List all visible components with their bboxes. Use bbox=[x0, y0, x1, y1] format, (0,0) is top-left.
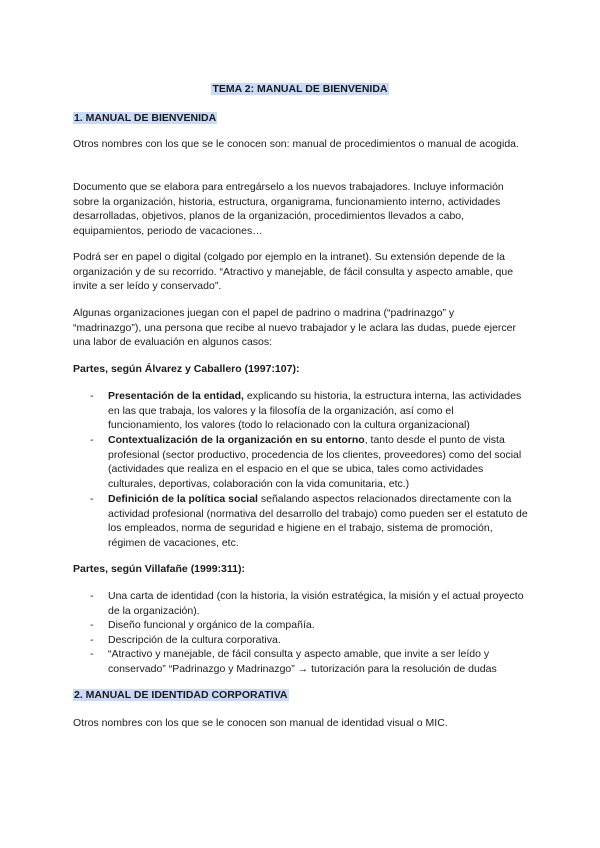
section-1-paragraph-1: Otros nombres con los que se le conocen son: manual de procedimientos o manual de acogida. bbox=[73, 138, 519, 150]
section-2-heading-text: 2. MANUAL DE IDENTIDAD CORPORATIVA bbox=[74, 689, 288, 701]
list-bullet: - bbox=[90, 434, 94, 446]
parts-2-heading: Partes, según Villafañe (1999:311): bbox=[73, 563, 245, 575]
list-bullet: - bbox=[90, 634, 94, 646]
list-bullet: - bbox=[90, 390, 94, 402]
list-bullet: - bbox=[90, 619, 94, 631]
list-item-text: explicando su historia, la estructura interna, las actividades en las que trabaja, los valores y la filosofía de la organización, así como el funcionamiento, los valores (todo lo relacionado con la cultura organizacional) bbox=[108, 390, 522, 432]
section-1-heading bbox=[73, 112, 217, 124]
list-bullet: - bbox=[90, 590, 94, 602]
section-1-heading-text: 1. MANUAL DE BIENVENIDA bbox=[74, 112, 217, 124]
list-item-bold: Presentación de la entidad, bbox=[108, 390, 244, 402]
document-title-text: TEMA 2: MANUAL DE BIENVENIDA bbox=[212, 83, 388, 95]
list-item bbox=[108, 389, 528, 433]
list-item: Diseño funcional y orgánico de la compañía. bbox=[108, 619, 315, 631]
list-item bbox=[108, 492, 528, 551]
list-item-text: , tanto desde el punto de vista profesional (sector productivo, procedencia de los clientes, proveedores) como del social (actividades que realiza en el espacio en el que se ubica, tales como actividades culturales, deportivas, colaboración con la vida comunitaria, etc.) bbox=[108, 434, 522, 491]
list-bullet: - bbox=[90, 648, 94, 660]
section-2-paragraph-1: Otros nombres con los que se le conocen son manual de identidad visual o MIC. bbox=[73, 717, 448, 729]
list-bullet: - bbox=[90, 493, 94, 505]
section-1-paragraph-4: Algunas organizaciones juegan con el papel de padrino o madrina (“padrinazgo” y “madrinazgo”), una persona que recibe al nuevo trabajador y le aclara las dudas, puede ejercer una labor de evaluación en algunos casos: bbox=[73, 307, 517, 349]
section-1-paragraph-2: Documento que se elabora para entregárselo a los nuevos trabajadores. Incluye información sobre la organización, historia, estructura, organigrama, funcionamiento interno, actividades desarrolladas, objetivos, planos de la organización, procedimientos llevados a cabo, equipamientos, periodo de vacaciones… bbox=[73, 181, 504, 238]
list-item-bold: Contextualización de la organización en su entorno bbox=[108, 434, 365, 446]
list-item-bold: Definición de la política social bbox=[108, 493, 258, 505]
parts-1-heading: Partes, según Álvarez y Caballero (1997:107): bbox=[73, 363, 300, 375]
document-title bbox=[0, 83, 600, 95]
list-item: Una carta de identidad (con la historia, la visión estratégica, la misión y el actual proyecto de la organización). bbox=[108, 590, 524, 617]
list-item bbox=[108, 433, 528, 492]
section-2-heading bbox=[73, 689, 289, 701]
list-item: Descripción de la cultura corporativa. bbox=[108, 634, 281, 646]
list-item-text: señalando aspectos relacionados directamente con la actividad profesional (normativa del desarrollo del trabajo) como pueden ser el estatuto de los empleados, norma de seguridad e higiene en el trabajo, sistema de promoción, régimen de vacaciones, etc. bbox=[108, 493, 528, 550]
list-item: “Atractivo y manejable, de fácil consulta y aspecto amable, que invite a ser leído y conservado” “Padrinazgo y Madrinazgo” → tutorización para la resolución de dudas bbox=[108, 648, 497, 675]
section-1-paragraph-3: Podrá ser en papel o digital (colgado por ejemplo en la intranet). Su extensión depende de la organización y de su recorrido. “Atractivo y manejable, de fácil consulta y aspecto amable, que invite a ser leído y conservado”. bbox=[73, 251, 514, 293]
